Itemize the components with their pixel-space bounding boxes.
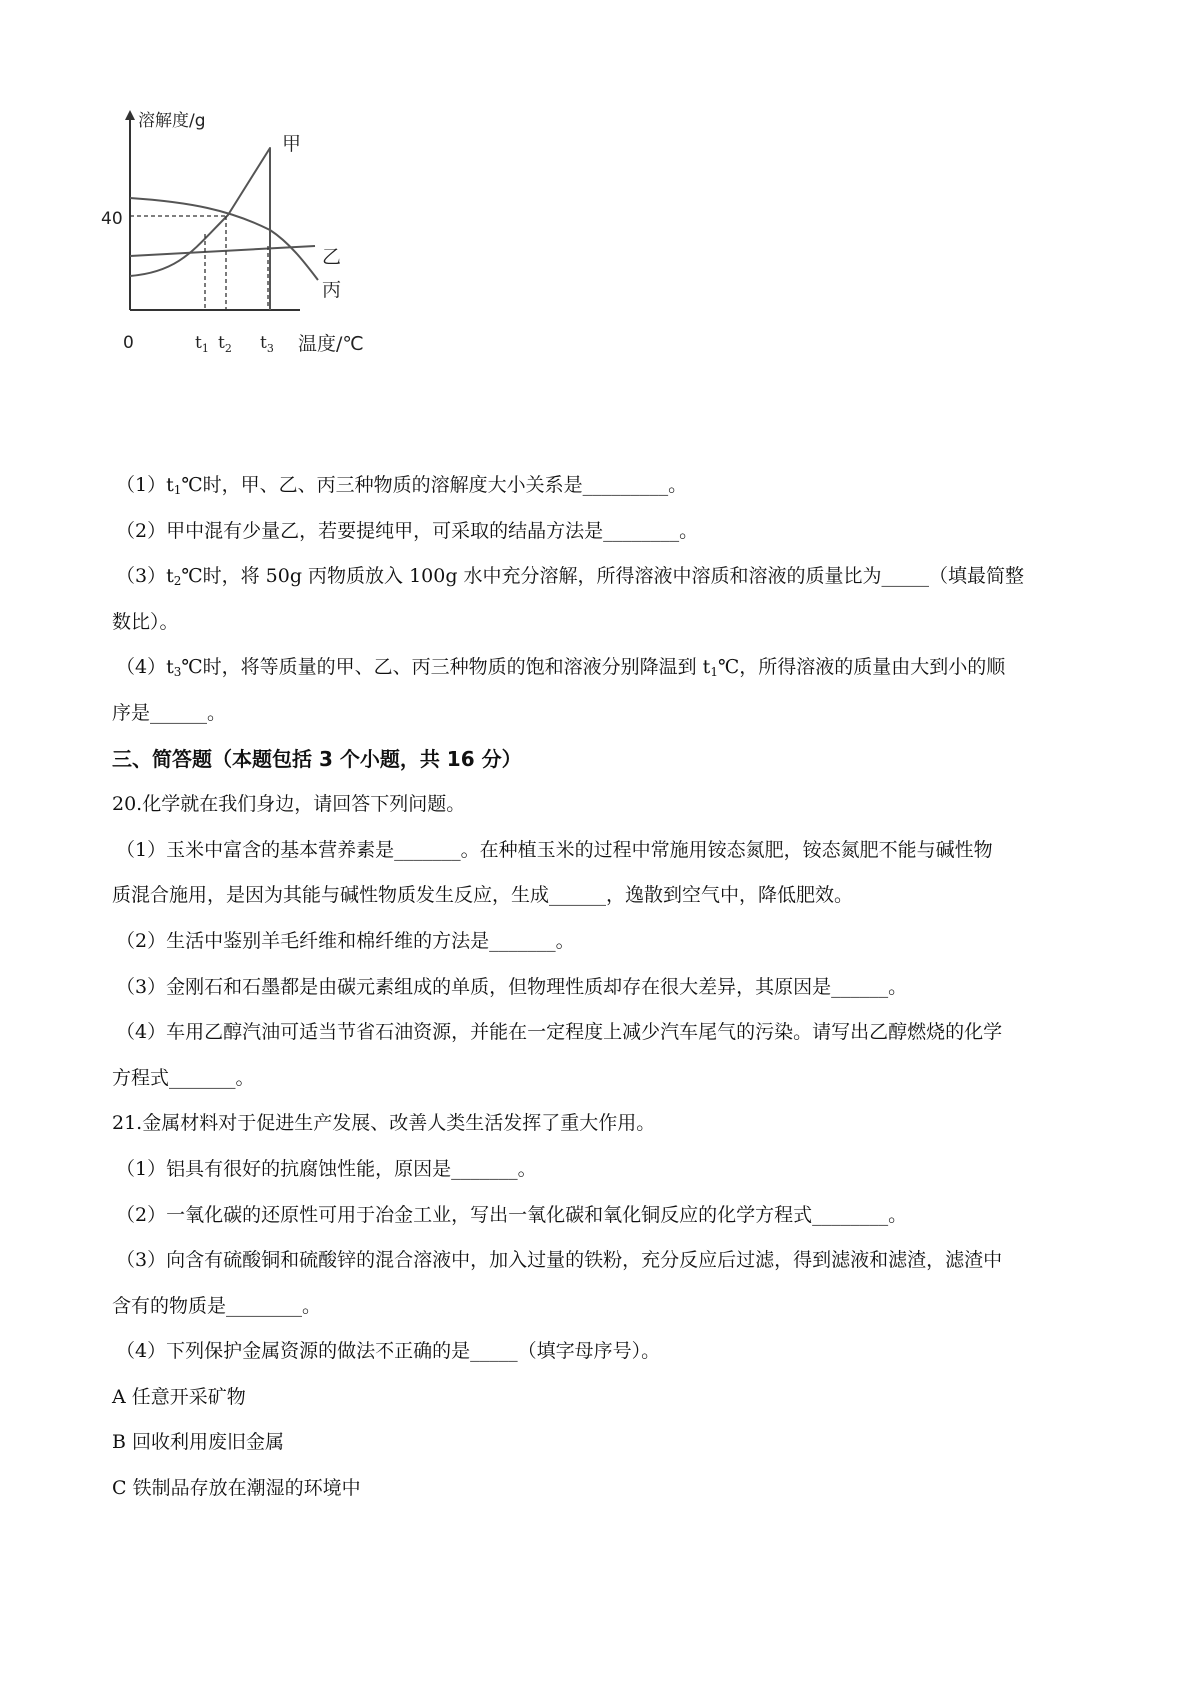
y-tick-40: 40 xyxy=(101,209,123,229)
y-axis-arrow xyxy=(125,110,135,120)
q21-line: （1）铝具有很好的抗腐蚀性能，原因是_______。 xyxy=(116,1157,537,1180)
series-label-yi: 乙 xyxy=(322,246,342,268)
series-jia-curve xyxy=(130,148,270,310)
q19-part4-cont: 序是______。 xyxy=(112,701,227,724)
q20-line: （2）生活中鉴别羊毛纤维和棉纤维的方法是_______。 xyxy=(116,929,575,952)
q20-line: 方程式_______。 xyxy=(112,1066,255,1089)
q20-line: 质混合施用，是因为其能与碱性物质发生反应，生成______，逸散到空气中，降低肥效。 xyxy=(112,884,854,907)
series-label-bing: 丙 xyxy=(322,279,342,301)
q21-line: （3）向含有硫酸铜和硫酸锌的混合溶液中，加入过量的铁粉，充分反应后过滤，得到滤液和滤渣，滤渣中 xyxy=(116,1249,1003,1272)
q21-line: （4）下列保护金属资源的做法不正确的是_____（填字母序号）。 xyxy=(116,1340,661,1363)
q19-part1: $(1)t_1℃$时，甲、乙、丙三种物质的溶解度大小关系是_________。 xyxy=(116,474,688,497)
q21-option-a: A 任意开采矿物 xyxy=(112,1385,246,1408)
q20-line: （4）车用乙醇汽油可适当节省石油资源，并能在一定程度上减少汽车尾气的污染。请写出乙醇燃烧的化学 xyxy=(116,1021,1003,1044)
series-label-jia: 甲 xyxy=(282,133,302,155)
q21-option-c: C 铁制品存放在潮湿的环境中 xyxy=(112,1477,361,1500)
q21-line: （2）一氧化碳的还原性可用于冶金工业，写出一氧化碳和氧化铜反应的化学方程式________。 xyxy=(116,1203,908,1226)
q19-part4: $(4)t_3℃$时，将等质量的甲、乙、丙三种物质的饱和溶液分别降温到 $t_1℃$，所得溶液的质量由大到小的顺 xyxy=(116,656,1006,680)
y-axis-label: 溶解度/g xyxy=(138,111,206,131)
x-tick-t3: $t_3$ xyxy=(260,333,274,355)
solubility-chart xyxy=(101,108,410,398)
questions-content xyxy=(112,463,1102,1512)
q21-line: 含有的物质是________。 xyxy=(112,1294,322,1317)
series-bing-curve xyxy=(130,198,318,280)
q19-part2: （2）甲中混有少量乙，若要提纯甲，可采取的结晶方法是________。 xyxy=(116,519,699,542)
q20-line: （1）玉米中富含的基本营养素是_______。在种植玉米的过程中常施用铵态氮肥，铵态氮肥不能与碱性物 xyxy=(116,838,993,861)
section-heading: 三、简答题（本题包括 3 个小题，共 16 分） xyxy=(112,746,522,771)
series-yi-curve xyxy=(130,246,315,256)
q20-line: （3）金刚石和石墨都是由碳元素组成的单质，但物理性质却存在很大差异，其原因是______。 xyxy=(116,975,908,998)
q20-title: 20.化学就在我们身边，请回答下列问题。 xyxy=(112,793,466,816)
q21-title: 21.金属材料对于促进生产发展、改善人类生活发挥了重大作用。 xyxy=(112,1112,656,1135)
x-tick-t2: $t_2$ xyxy=(218,333,232,355)
q19-part3: $(3)t_2℃$时，将 50g 丙物质放入 100g 水中充分溶解，所得溶液中溶质和溶液的质量比为_____（填最简整 xyxy=(116,565,1025,589)
x-tick-t1: $t_1$ xyxy=(195,333,209,355)
q19-part3-cont: 数比）。 xyxy=(112,610,179,633)
origin-label: 0 xyxy=(123,333,134,353)
x-axis-label: 温度/℃ xyxy=(298,333,364,355)
q21-option-b: B 回收利用废旧金属 xyxy=(112,1431,285,1454)
